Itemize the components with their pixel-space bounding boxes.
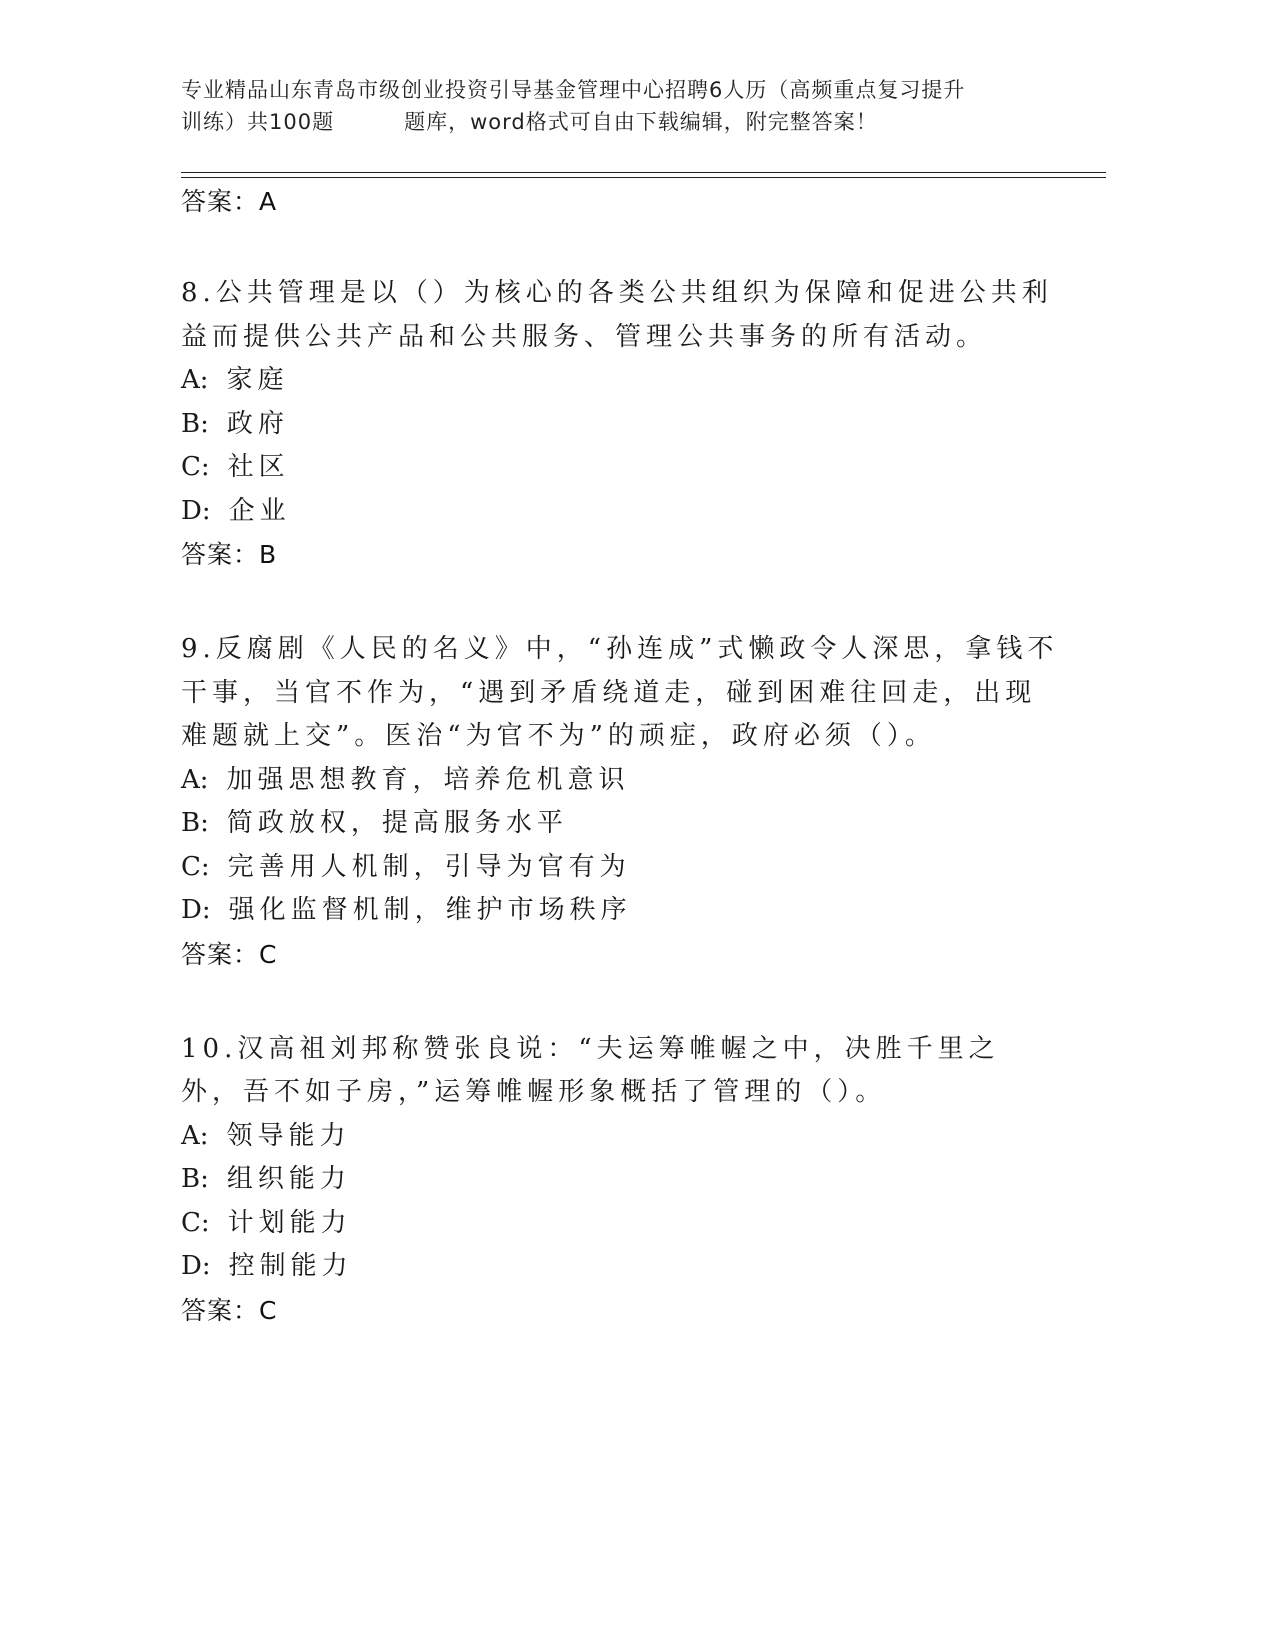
header-line-2-note: 题库，word格式可自由下载编辑，附完整答案！ [404,110,878,134]
option-letter: B: [181,408,209,439]
question-text: 10.汉高祖刘邦称赞张良说：“夫运筹帷幄之中，决胜千里之外，吾不如子房，”运筹帷幄形象概括了管理的（）。 [181,1033,1000,1107]
option-d [181,1245,1061,1289]
option-letter: B: [181,1164,209,1194]
page-header [181,74,1061,138]
option-text: 强化监督机制，维护市场秩序 [228,895,632,925]
question-text: 8.公共管理是以（）为核心的各类公共组织为保障和促进公共利益而提供公共产品和公共服务、管理公共事务的所有活动。 [181,278,1053,352]
header-divider-bottom [181,177,1106,178]
option-text: 完善用人机制，引导为官有为 [227,851,631,882]
option-a [181,759,1061,803]
previous-answer: 答案：A [181,187,278,216]
option-letter: A: [181,1120,209,1151]
header-divider-top [181,172,1106,173]
option-letter: A: [181,764,209,795]
option-text: 政府 [226,408,289,439]
option-a [181,359,1061,403]
question-text: 9.反腐剧《人民的名义》中，“孙连成”式懒政令人深思，拿钱不干事，当官不作为，“遇到矛盾绕道走，碰到困难往回走，出现难题就上交”。医治“为官不为”的顽症，政府必须（）。 [181,634,1059,751]
option-letter: D: [181,1251,211,1281]
question-10 [181,1028,1061,1332]
option-letter: C: [181,851,210,882]
option-b [181,403,1061,447]
option-letter: A: [181,365,209,395]
option-letter: D: [181,895,211,925]
option-c [181,446,1061,490]
option-b [181,802,1061,846]
option-d [181,490,1061,534]
option-b [181,1158,1061,1202]
header-line-2-title: 训练）共100题 [181,110,335,134]
option-c [181,846,1061,890]
option-text: 组织能力 [226,1164,351,1194]
question-answer: 答案：C [181,1295,278,1325]
document-body [181,184,1061,1332]
option-text: 控制能力 [228,1251,353,1281]
question-answer: 答案：C [181,939,278,969]
option-a [181,1115,1061,1159]
option-text: 加强思想教育，培养危机意识 [226,764,630,795]
option-text: 简政放权，提高服务水平 [226,808,568,838]
question-answer: 答案：B [181,540,278,569]
header-line-2 [181,106,1061,138]
option-text: 社区 [227,452,290,482]
question-8 [181,272,1061,576]
question-9 [181,628,1061,976]
option-text: 家庭 [226,365,289,395]
option-letter: B: [181,808,209,838]
option-text: 计划能力 [227,1207,352,1238]
option-letter: C: [181,1207,210,1238]
option-text: 领导能力 [226,1120,351,1151]
option-letter: C: [181,452,210,482]
header-line-1: 专业精品山东青岛市级创业投资引导基金管理中心招聘6人历（高频重点复习提升 [181,78,966,102]
option-text: 企业 [228,495,291,526]
option-letter: D: [181,495,211,526]
option-d [181,889,1061,933]
option-c [181,1202,1061,1246]
